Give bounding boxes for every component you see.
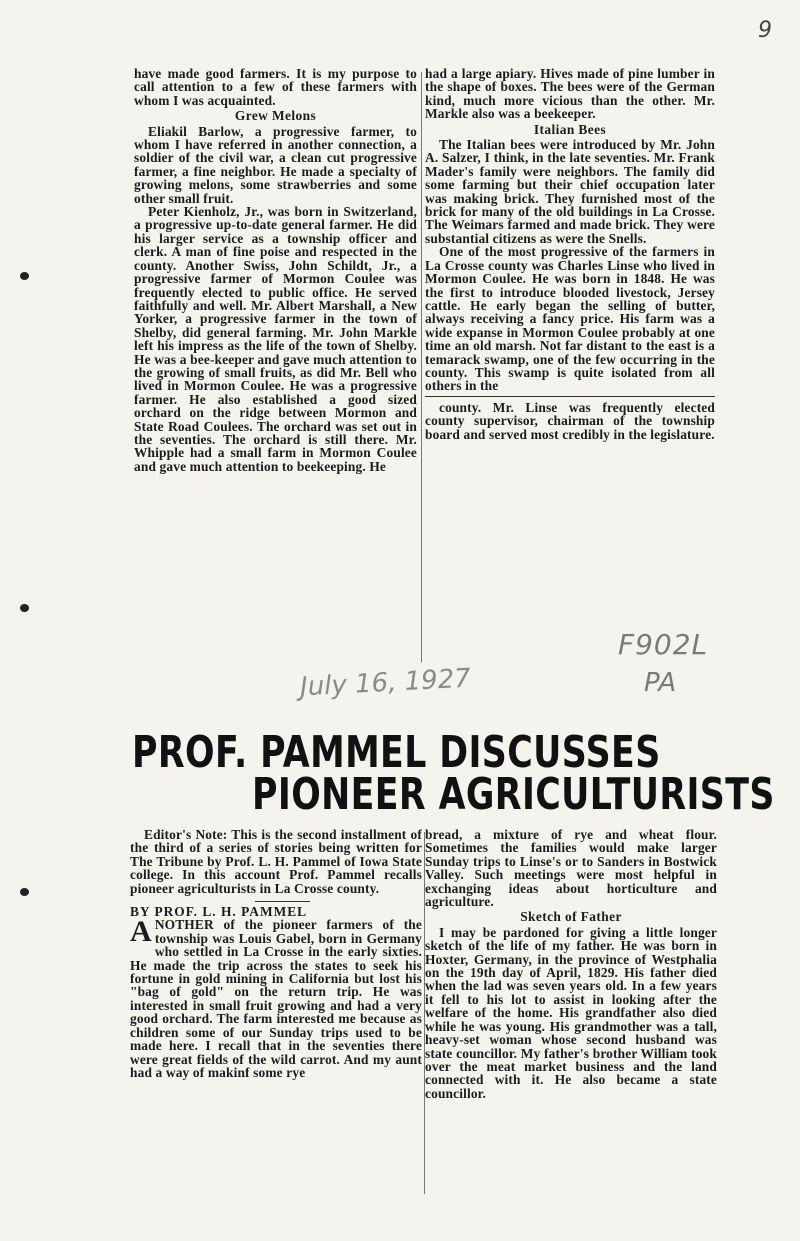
paragraph: had a large apiary. Hives made of pine lumber in the shape of boxes. The bees were of the German kind, much more vicious than the other. Mr. Markle also was a beekeeper.: [425, 66, 715, 122]
paragraph: One of the most progressive of the farmers in La Crosse county was Charles Linse who lived in Mormon Coulee. He was born in 1848. He was the first to introduce blooded livestock, Jersey cattle. He early began the selling of butter, always receiving a fancy price. His farm was a wide expanse in Mormon Coulee probably at one time an old marsh. Not far distant to the east is a temarack swamp, one of the few occurring in the county. This swamp is quite isolated from all others in the: [425, 244, 715, 394]
page-number: 9: [758, 18, 772, 43]
subhead-grew-melons: Grew Melons: [234, 108, 317, 124]
column-break-rule: [425, 396, 715, 397]
margin-hole-mark: [20, 272, 29, 280]
paragraph: Peter Kienholz, Jr., was born in Switzerland, a progressive up-to-date general farmer. He did his larger service as a township officer and clerk. A man of fine poise and respected in the county. Another Swiss, John Schildt, Jr., a progressive farmer of Mormon Coulee was frequently elected to public office. He served faithfully and well. Mr. Albert Marshall, a New Yorker, a progressive farmer in the town of Shelby, did general farming. Mr. John Markle left his impress as the life of the town of Shelby. He was a bee-keeper and gave much attention to the growing of small fruits, as did Mr. Bell who lived in Mormon Coulee. He was a progressive farmer. He also established a good sized orchard on the ridge between Mormon and State Road Coulees. The orchard was set out in the seventies. The orchard is still there. Mr. Whipple had a small farm in Mormon Coulee and gave much attention to beekeeping. He: [134, 204, 417, 474]
handwritten-date: July 16, 1927: [299, 663, 472, 703]
byline-rule: [255, 901, 310, 902]
paragraph: have made good farmers. It is my purpose to call attention to a few of these farmers with whom I was acquainted.: [134, 66, 417, 108]
paragraph: The Italian bees were introduced by Mr. John A. Salzer, I think, in the late seventies. Mr. Frank Mader's family were neighbors. The family did some farming but their chief occupation later was making brick. They furnished most of the brick for many of the old buildings in La Crosse. The Weimars farmed and made brick. They were substantial citizens as were the Snells.: [425, 137, 715, 246]
drop-cap: A: [130, 915, 152, 949]
subhead-sketch-of-father: Sketch of Father: [520, 909, 622, 925]
handwritten-code: F902L: [618, 628, 709, 661]
margin-hole-mark: [20, 604, 29, 612]
lower-left-column: [130, 828, 422, 1198]
editor-note: Editor's Note: This is the second installment of the third of a series of stories being written for The Tribune by Prof. L. H. Pammel of Iowa State college. In this account Prof. Pammel recalls pioneer agriculturists in La Crosse county.: [130, 827, 422, 896]
subhead-italian-bees: Italian Bees: [533, 121, 607, 137]
upper-right-column: [425, 67, 715, 617]
handwritten-initials: PA: [644, 668, 677, 698]
paragraph-body: NOTHER of the pioneer farmers of the township was Louis Gabel, born in Germany who settled in La Crosse in the early sixties. He made the trip across the states to seek his fortune in gold mining in California but lost his "bag of gold" on the return trip. He was interested in small fruit growing and had a very good orchard. The farm interested me because as children some of our Sunday trips used to be made here. I recall that in the seventies there were great fields of the wild carrot. And my aunt had a way of makinf some rye: [130, 917, 422, 1080]
paragraph: Eliakil Barlow, a progressive farmer, to whom I have referred in another connection, a soldier of the civil war, a clean cut progressive farmer, a fine neighbor. He made a specialty of growing melons, some strawberries and some other small fruit.: [134, 123, 417, 206]
column-divider: [421, 72, 422, 662]
byline: BY PROF. L. H. PAMMEL: [130, 904, 308, 920]
upper-left-column: [134, 67, 417, 671]
headline-line-2: PIONEER AGRICULTURISTS: [252, 769, 775, 820]
headline-line-1: PROF. PAMMEL DISCUSSES: [132, 727, 661, 778]
paragraph: bread, a mixture of rye and wheat flour. Sometimes the families would make larger Sunday trips to Linse's or to Sanders in Bostwick Valley. Such meetings were most helpful in exchanging ideas about horticulture and agriculture.: [425, 827, 717, 910]
paragraph: [130, 915, 422, 1080]
margin-hole-mark: [20, 888, 29, 896]
paragraph: I may be pardoned for giving a little longer sketch of the life of my father. He was born in Hoxter, Germany, in the province of Westphalia on the 19th day of April, 1829. His father died when the lad was seven years old. In a few years it fell to his lot to assist in looking after the welfare of the home. His grandfather also died while he was young. His grandmother was a tall, heavy-set woman whose second husband was state councillor. My father's brother William took over the meat market business and the land connected with it. He also became a state councillor.: [425, 924, 717, 1101]
lower-right-column: [425, 828, 717, 1198]
paragraph: county. Mr. Linse was frequently elected county supervisor, chairman of the township board and served most credibly in the legislature.: [425, 399, 715, 442]
